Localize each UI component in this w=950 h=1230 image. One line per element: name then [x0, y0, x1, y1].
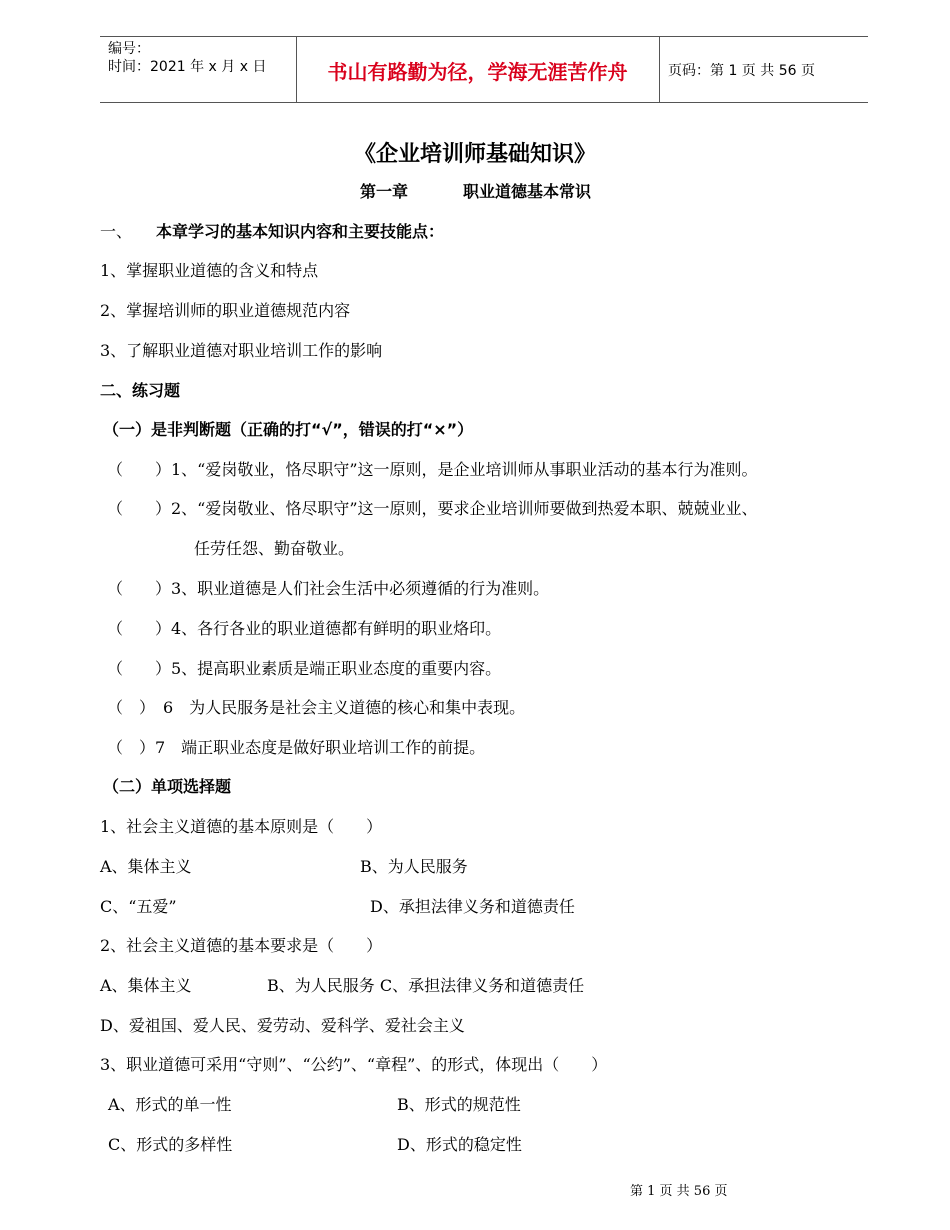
true-false-question: （ ）7 端正职业态度是做好职业培训工作的前提。: [107, 738, 486, 757]
question-3-option-d: D、形式的稳定性: [397, 1135, 522, 1154]
true-false-question: （ ）2、“爱岗敬业、恪尽职守”这一原则，要求企业培训师要做到热爱本职、兢兢业业、: [107, 499, 758, 518]
knowledge-point: 3、了解职业道德对职业培训工作的影响: [100, 341, 383, 360]
chapter-number: 第一章: [360, 182, 409, 201]
section-one-number: 一、: [100, 222, 133, 241]
serial-number-label: 编号：: [108, 41, 150, 57]
true-false-question: （ ） 6 为人民服务是社会主义道德的核心和集中表现。: [107, 698, 526, 717]
question-1-option-d: D、承担法律义务和道德责任: [370, 897, 575, 916]
question-3-option-a: A、形式的单一性: [108, 1095, 232, 1114]
question-1-option-a: A、集体主义: [100, 857, 192, 876]
true-false-question: （ ）3、职业道德是人们社会生活中必须遵循的行为准则。: [107, 579, 550, 598]
document-time: 时间：2021 年 x 月 x 日: [108, 59, 267, 75]
question-2: 2、社会主义道德的基本要求是（ ）: [100, 936, 383, 955]
true-false-question-continued: 任劳任怨、勤奋敬业。: [194, 539, 355, 558]
question-1-option-b: B、为人民服务: [360, 857, 468, 876]
question-2-option-d: D、爱祖国、爱人民、爱劳动、爱科学、爱社会主义: [100, 1016, 465, 1035]
header-divider-right: [659, 36, 660, 102]
multiple-choice-heading: （二）单项选择题: [103, 777, 232, 796]
question-3-option-b: B、形式的规范性: [397, 1095, 521, 1114]
knowledge-point: 1、掌握职业道德的含义和特点: [100, 261, 319, 280]
true-false-heading: （一）是非判断题（正确的打“√”，错误的打“×”）: [103, 420, 474, 439]
question-2-options-b-c: B、为人民服务 C、承担法律义务和道德责任: [267, 976, 585, 995]
section-two-heading: 二、练习题: [100, 381, 181, 400]
true-false-question: （ ）4、各行各业的职业道德都有鲜明的职业烙印。: [107, 619, 502, 638]
chapter-title: 职业道德基本常识: [463, 182, 592, 201]
true-false-question: （ ）1、“爱岗敬业，恪尽职守”这一原则，是企业培训师从事职业活动的基本行为准则。: [107, 460, 758, 479]
header-top-rule: [100, 36, 868, 37]
question-3: 3、职业道德可采用“守则”、“公约”、“章程”、的形式，体现出（ ）: [100, 1055, 608, 1074]
header-page-info: 页码：第 1 页 共 56 页: [668, 63, 815, 79]
header-motto: 书山有路勤为径，学海无涯苦作舟: [327, 60, 628, 84]
question-1: 1、社会主义道德的基本原则是（ ）: [100, 817, 383, 836]
header-bottom-rule: [100, 102, 868, 103]
question-1-option-c: C、“五爱”: [100, 897, 177, 916]
document-title: 《企业培训师基础知识》: [353, 142, 596, 167]
page-footer: 第 1 页 共 56 页: [630, 1184, 728, 1199]
knowledge-point: 2、掌握培训师的职业道德规范内容: [100, 301, 351, 320]
true-false-question: （ ）5、提高职业素质是端正职业态度的重要内容。: [107, 659, 502, 678]
section-one-heading: 本章学习的基本知识内容和主要技能点：: [156, 222, 445, 241]
question-3-option-c: C、形式的多样性: [108, 1135, 233, 1154]
question-2-option-a: A、集体主义: [100, 976, 192, 995]
